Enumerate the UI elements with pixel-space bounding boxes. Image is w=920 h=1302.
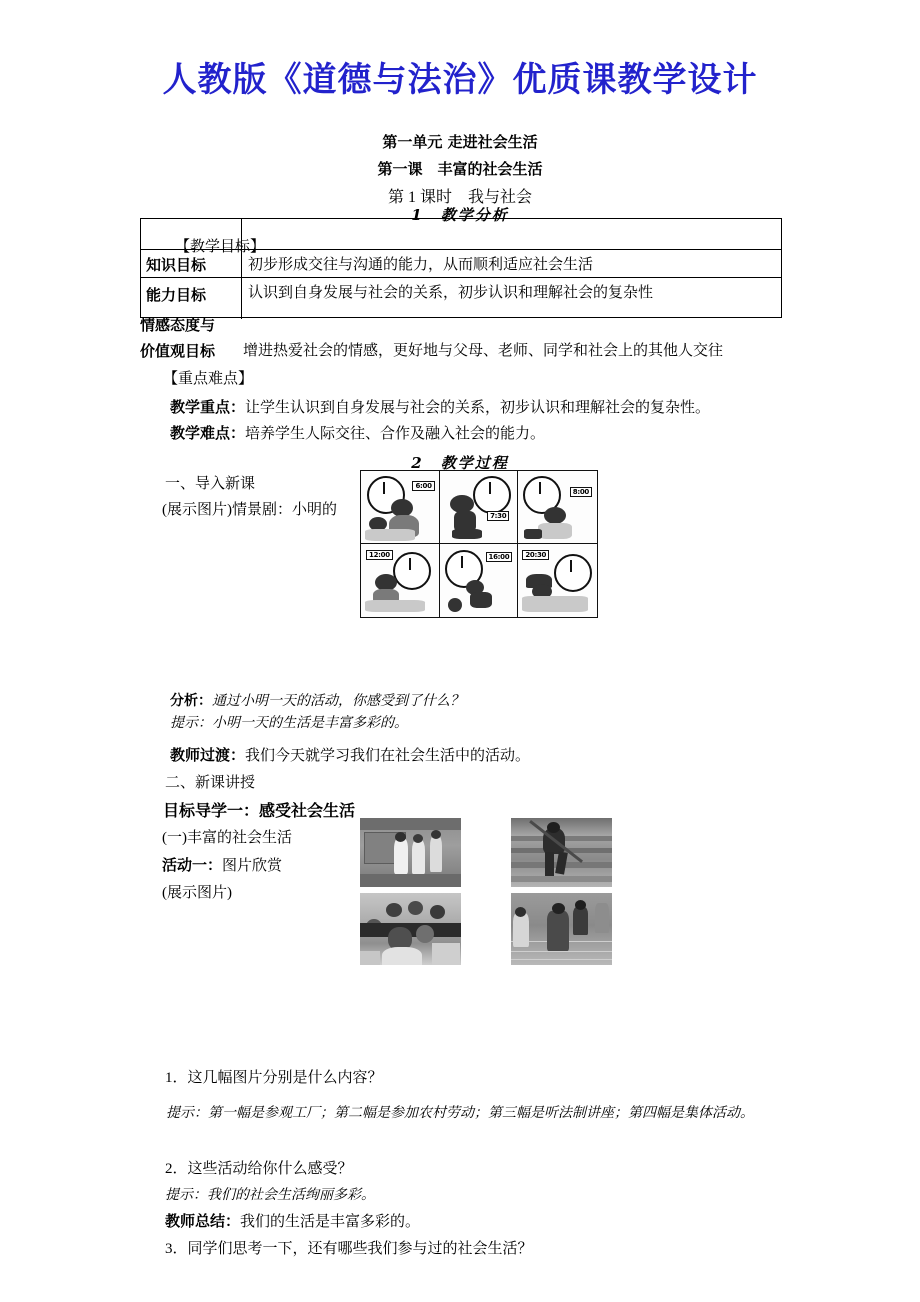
row-label-attitude-line2: 价值观目标 xyxy=(140,342,216,360)
question-1: 1．这几幅图片分别是什么内容？ xyxy=(165,1070,383,1086)
analysis-label: 分析： xyxy=(170,693,212,709)
transition-text: 我们今天就学习我们在社会生活中的活动。 xyxy=(245,748,531,764)
clock-icon xyxy=(554,554,592,592)
tip1-label: 提示： xyxy=(170,715,212,731)
comic-strip-image xyxy=(360,470,598,618)
answer-2-text: 我们的社会生活绚丽多彩。 xyxy=(207,1187,375,1203)
analysis-line xyxy=(170,694,464,708)
row-label-knowledge: 知识目标 xyxy=(146,256,207,274)
answer-2 xyxy=(165,1188,375,1202)
unit-heading: 第一单元 走进社会生活 xyxy=(382,133,538,151)
section-heading-process: 2 教学过程 xyxy=(411,454,509,472)
goals-label: 【教学目标】 xyxy=(175,239,266,255)
answer-2-label: 提示： xyxy=(165,1187,207,1203)
transition-label: 教师过渡： xyxy=(170,746,246,764)
tip1-text: 小明一天的生活是丰富多彩的。 xyxy=(212,715,408,731)
key-point-line xyxy=(170,400,710,416)
row-label-ability: 能力目标 xyxy=(146,286,207,304)
question-3: 3．同学们思考一下，还有哪些我们参与过的社会生活？ xyxy=(165,1241,533,1257)
activity-one-text: 图片欣赏 xyxy=(222,858,283,874)
photo-group-activity xyxy=(511,893,612,965)
row-content-knowledge: 初步形成交往与沟通的能力，从而顺利适应社会生活 xyxy=(248,257,594,273)
transition-line xyxy=(170,748,530,764)
row-content-attitude: 增进热爱社会的情感，更好地与父母、老师、同学和社会上的其他人交往 xyxy=(243,343,724,359)
comic-panel-1-time: 6:00 xyxy=(412,481,434,491)
photo-factory-visit xyxy=(360,818,461,887)
section-heading-analysis: 1 教学分析 xyxy=(411,206,509,224)
row-content-ability: 认识到自身发展与社会的关系，初步认识和理解社会的复杂性 xyxy=(248,285,654,301)
key-point-text: 让学生认识到自身发展与社会的关系，初步认识和理解社会的复杂性。 xyxy=(245,400,711,416)
comic-panel-2 xyxy=(440,471,519,544)
tip1-line xyxy=(170,716,408,730)
comic-panel-3 xyxy=(518,471,597,544)
comic-panel-3-time: 8:00 xyxy=(570,487,592,497)
step-one-label: 一、导入新课 xyxy=(165,476,256,492)
activity-one-line xyxy=(162,858,282,874)
photo-law-lecture xyxy=(360,893,461,965)
answer-1-text: 第一幅是参观工厂；第二幅是参加农村劳动；第三幅是听法制讲座；第四幅是集体活动。 xyxy=(208,1105,754,1121)
key-points-label: 【重点难点】 xyxy=(163,371,254,387)
teacher-summary xyxy=(165,1214,420,1230)
lesson-heading: 第一课 丰富的社会生活 xyxy=(377,160,543,178)
teacher-summary-text: 我们的生活是丰富多彩的。 xyxy=(240,1214,421,1230)
show-picture-drama-line: (展示图片)情景剧：小明的 xyxy=(162,502,337,518)
comic-panel-6-time: 20:30 xyxy=(522,550,549,560)
difficulty-line xyxy=(170,426,545,442)
clock-icon xyxy=(393,552,431,590)
photo-farm-labor xyxy=(511,818,612,887)
difficulty-text: 培养学生人际交往、合作及融入社会的能力。 xyxy=(245,426,546,442)
comic-panel-4-time: 12:00 xyxy=(366,550,393,560)
comic-panel-6 xyxy=(518,544,597,617)
comic-panel-4 xyxy=(361,544,440,617)
clock-icon xyxy=(473,476,511,514)
question-2: 2．这些活动给你什么感受？ xyxy=(165,1161,353,1177)
comic-panel-5 xyxy=(440,544,519,617)
comic-panel-1 xyxy=(361,471,440,544)
step-two-label: 二、新课讲授 xyxy=(165,775,256,791)
difficulty-label: 教学难点： xyxy=(170,424,246,442)
analysis-text: 通过小明一天的活动，你感受到了什么？ xyxy=(212,693,464,709)
show-picture-label: (展示图片) xyxy=(162,885,232,901)
comic-panel-2-time: 7:30 xyxy=(487,511,509,521)
key-point-label: 教学重点： xyxy=(170,398,246,416)
row-label-attitude-line1: 情感态度与 xyxy=(140,316,216,334)
activity-one-label: 活动一： xyxy=(162,856,223,874)
period-heading: 第 1 课时 我与社会 xyxy=(387,189,532,206)
comic-panel-5-time: 16:00 xyxy=(486,552,513,562)
sub-section-one: (一)丰富的社会生活 xyxy=(162,830,292,846)
page-title: 人教版《道德与法治》优质课教学设计 xyxy=(162,60,758,100)
teacher-summary-label: 教师总结： xyxy=(165,1212,241,1230)
answer-1 xyxy=(140,1103,788,1125)
answer-1-label: 提示： xyxy=(166,1105,208,1121)
goal-guide-one: 目标导学一：感受社会生活 xyxy=(163,801,356,820)
